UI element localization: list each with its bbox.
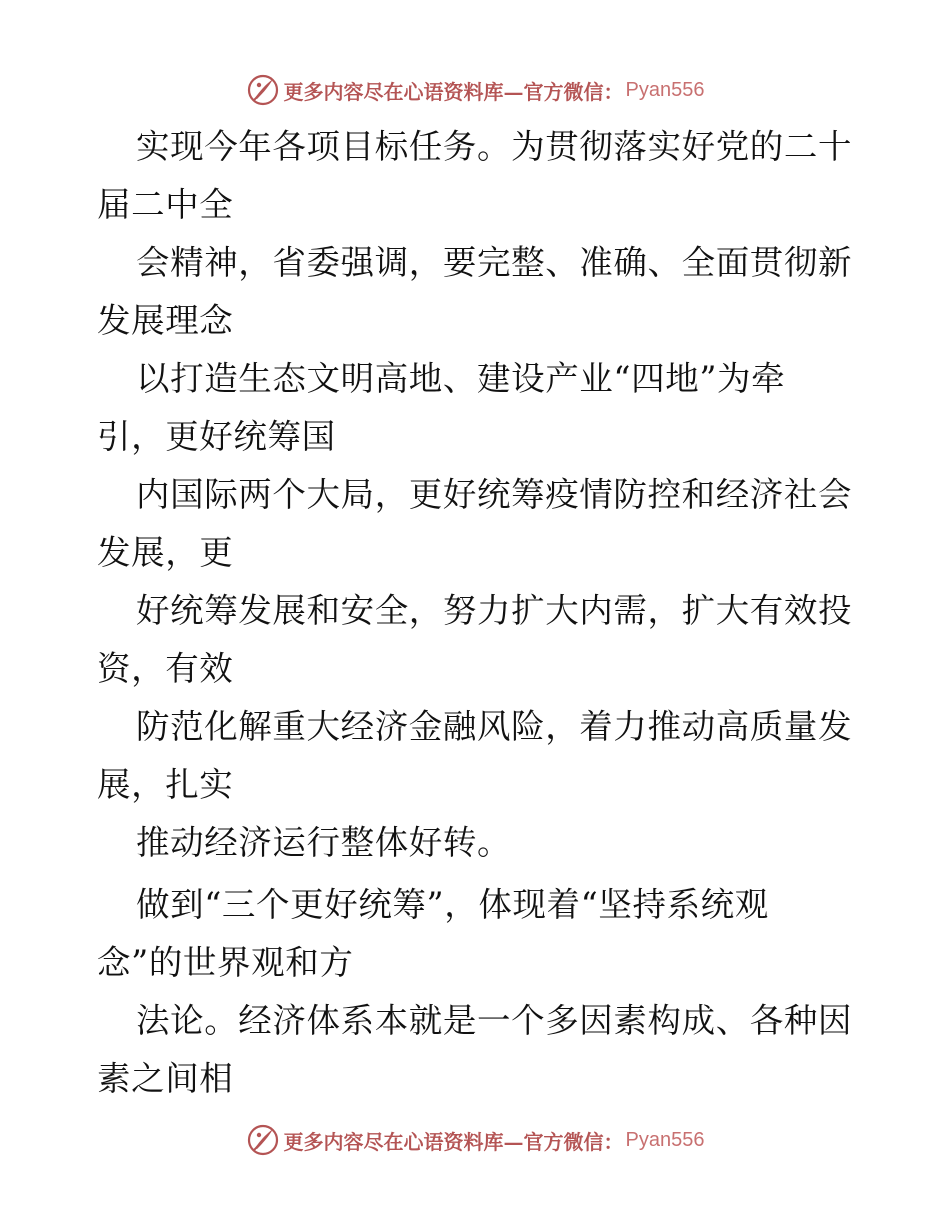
text-line: 念”的世界观和方 [97, 943, 354, 982]
watermark-wechat-id: Pyan556 [625, 78, 705, 101]
text-line: 引，更好统筹国 [97, 417, 336, 456]
text-line: 做到“三个更好统筹”，体现着“坚持系统观 [136, 885, 769, 924]
text-line: 内国际两个大局，更好统筹疫情防控和经济社会 [136, 475, 853, 514]
watermark-text: 更多内容尽在心语资料库—官方微信： [283, 79, 624, 104]
text-line: 发展，更 [97, 533, 234, 572]
text-line: 届二中全 [97, 185, 234, 224]
text-line: 推动经济运行整体好转。 [136, 823, 512, 862]
text-line: 展，扎实 [97, 765, 234, 804]
text-line: 素之间相 [97, 1059, 234, 1098]
header-watermark [0, 70, 950, 110]
text-line: 法论。经济体系本就是一个多因素构成、各种因 [136, 1001, 853, 1040]
quill-seal-icon [246, 1123, 280, 1157]
text-line: 好统筹发展和安全，努力扩大内需，扩大有效投 [136, 591, 853, 630]
text-line: 以打造生态文明高地、建设产业“四地”为牵 [136, 359, 786, 398]
text-line: 会精神，省委强调，要完整、准确、全面贯彻新 [136, 243, 853, 282]
quill-seal-icon [246, 73, 280, 107]
text-line: 防范化解重大经济金融风险，着力推动高质量发 [136, 707, 853, 746]
footer-watermark [0, 1120, 950, 1160]
text-line: 资，有效 [97, 649, 234, 688]
text-line: 实现今年各项目标任务。为贯彻落实好党的二十 [136, 127, 853, 166]
watermark-wechat-id: Pyan556 [625, 1128, 705, 1151]
text-line: 发展理念 [97, 301, 234, 340]
watermark-text: 更多内容尽在心语资料库—官方微信： [283, 1129, 624, 1154]
